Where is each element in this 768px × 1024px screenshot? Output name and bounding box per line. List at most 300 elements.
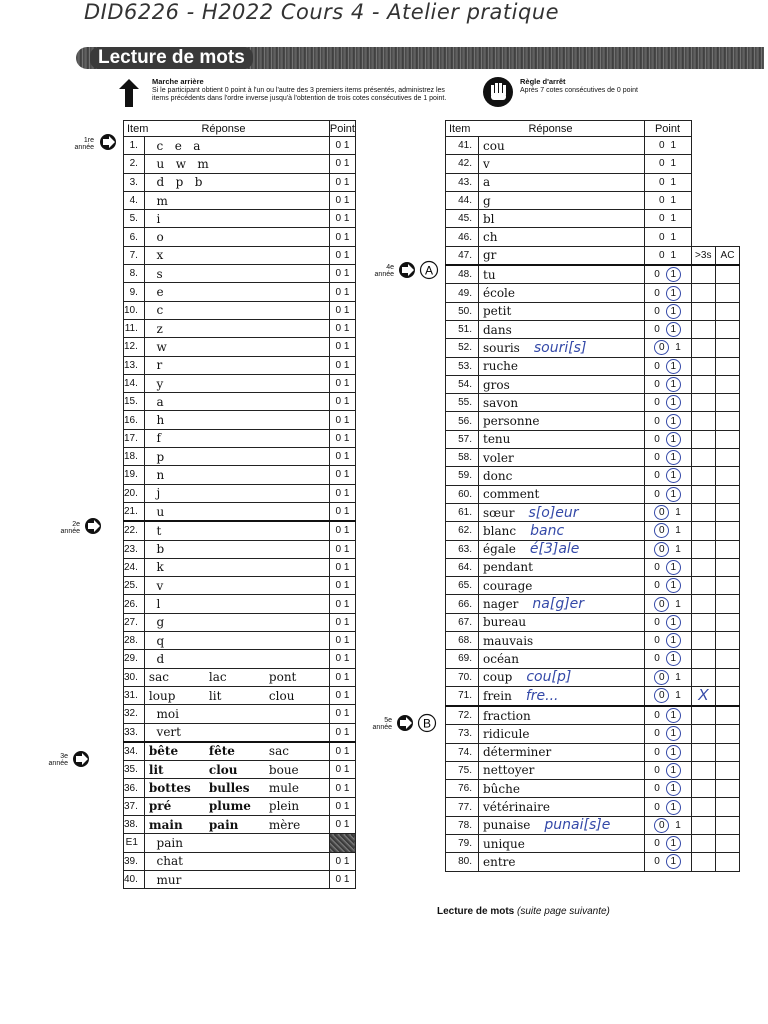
item-point: 0 1 [329, 558, 355, 576]
grade-2-arrow-icon [82, 517, 106, 535]
gt3s-cell [691, 339, 716, 357]
item-number: 2. [124, 155, 145, 173]
point-one: 1 [675, 598, 681, 610]
point-zero: 0 [654, 764, 660, 776]
item-response [479, 558, 645, 576]
stop-rule-title: Règle d'arrêt [520, 77, 566, 86]
item-point [644, 725, 691, 743]
item-point: 0 1 [329, 210, 355, 228]
handwritten-note: cou[p] [526, 669, 572, 686]
point-zero: 0 [654, 433, 660, 445]
item-response [479, 577, 645, 595]
item-point [644, 302, 691, 320]
gt3s-cell [691, 558, 716, 576]
ac-cell [716, 173, 740, 191]
table-row [124, 815, 356, 833]
item-point [644, 412, 691, 430]
item-point: 0 1 [329, 484, 355, 502]
item-number: 65. [446, 577, 479, 595]
response-word: courage [483, 578, 533, 593]
grade-marker-4: 4e année [374, 264, 394, 278]
point-one: 1 [675, 507, 681, 519]
item-point: 0 1 [329, 429, 355, 447]
point-zero: 0 [654, 746, 660, 758]
table-row [446, 834, 740, 852]
reverse-arrow-icon [118, 78, 140, 108]
item-point: 0 1 [329, 191, 355, 209]
item-number: 3. [124, 173, 145, 191]
item-number: 21. [124, 502, 145, 521]
item-response [479, 137, 645, 155]
stop-rule-text: Après 7 cotes consécutives de 0 point [520, 87, 638, 94]
item-response: b [144, 540, 329, 558]
ac-cell [716, 834, 740, 852]
item-number: 48. [446, 265, 479, 284]
item-number: 28. [124, 632, 145, 650]
response-word: plein [268, 799, 300, 814]
item-response: a [144, 393, 329, 411]
table-row [124, 668, 356, 686]
item-response [479, 743, 645, 761]
item-point [644, 780, 691, 798]
table-row [446, 228, 740, 246]
item-number: 17. [124, 429, 145, 447]
item-number: 41. [446, 137, 479, 155]
item-point: 0 1 [329, 338, 355, 356]
response-word: clou [268, 688, 295, 703]
item-number: 64. [446, 558, 479, 576]
table-row [446, 798, 740, 816]
table-row [446, 357, 740, 375]
ac-cell [716, 780, 740, 798]
table-row [446, 284, 740, 302]
item-response [144, 742, 329, 761]
item-number: 16. [124, 411, 145, 429]
item-point: 0 1 [329, 705, 355, 723]
item-number: 52. [446, 339, 479, 357]
item-number: 42. [446, 155, 479, 173]
item-point [644, 339, 691, 357]
item-response [479, 246, 645, 265]
table-row [124, 650, 356, 668]
item-number: 78. [446, 816, 479, 834]
item-point: 0 1 [329, 521, 355, 540]
item-point: 0 1 [329, 577, 355, 595]
item-point [644, 357, 691, 375]
point-zero: 0 [654, 783, 660, 795]
table-row [124, 613, 356, 631]
ac-cell [716, 725, 740, 743]
item-point [644, 430, 691, 448]
point-one: 1 [666, 414, 681, 429]
table-row [124, 521, 356, 540]
item-point [644, 246, 691, 265]
point-one: 1 [666, 377, 681, 392]
handwritten-note: na[g]er [532, 596, 585, 613]
response-word: clou [208, 762, 238, 777]
ac-cell [716, 449, 740, 467]
table-row [446, 412, 740, 430]
stop-rule [520, 78, 740, 95]
item-response [479, 485, 645, 503]
gt3s-cell [691, 173, 716, 191]
item-point [644, 761, 691, 779]
point-zero: 0 [654, 397, 660, 409]
table-row [124, 870, 356, 888]
grade-marker-5: 5e année [372, 717, 392, 731]
gt3s-cell [691, 798, 716, 816]
table-row [124, 246, 356, 264]
response-word: blanc [483, 523, 517, 538]
item-response-header-right [446, 121, 645, 137]
table-row [124, 338, 356, 356]
ac-cell [716, 668, 740, 686]
gt3s-cell [691, 743, 716, 761]
point-one: 1 [666, 322, 681, 337]
item-point [644, 228, 691, 246]
response-word: déterminer [483, 745, 552, 760]
table-row [124, 761, 356, 779]
table-row [446, 485, 740, 503]
item-number: 4. [124, 191, 145, 209]
item-point: 0 1 [329, 137, 355, 155]
item-number: 27. [124, 613, 145, 631]
item-response [479, 650, 645, 668]
gt3s-cell [691, 834, 716, 852]
item-response [479, 339, 645, 357]
item-response: y [144, 374, 329, 392]
item-number: 74. [446, 743, 479, 761]
item-response: q [144, 632, 329, 650]
table-row [446, 302, 740, 320]
item-point: 0 1 [329, 319, 355, 337]
item-point: 0 1 [329, 650, 355, 668]
item-response [479, 816, 645, 834]
item-point: 0 1 [329, 173, 355, 191]
gt3s-cell [691, 265, 716, 284]
table-row [124, 797, 356, 815]
item-response: v [144, 577, 329, 595]
point-zero: 0 [654, 542, 669, 557]
item-response: i [144, 210, 329, 228]
ac-cell [716, 155, 740, 173]
item-point: 0 1 [329, 742, 355, 761]
item-response [479, 302, 645, 320]
point-zero: 0 [654, 597, 669, 612]
item-point: 0 1 [329, 246, 355, 264]
response-word: océan [483, 651, 519, 666]
item-point: 0 1 [329, 632, 355, 650]
gt3s-cell [691, 320, 716, 338]
response-word: tenu [483, 432, 511, 447]
gt3s-cell [691, 853, 716, 871]
table-row [446, 706, 740, 725]
response-word: école [483, 286, 515, 301]
table-row [446, 265, 740, 284]
response-word: fraction [483, 708, 531, 723]
table-row [124, 173, 356, 191]
item-point [644, 613, 691, 631]
item-point: 0 1 [329, 283, 355, 301]
item-response: vert [144, 723, 329, 742]
ac-cell [716, 412, 740, 430]
item-number: 59. [446, 467, 479, 485]
response-word: frein [483, 688, 512, 703]
item-point [644, 210, 691, 228]
gt3s-cell [691, 706, 716, 725]
gt3s-cell [691, 780, 716, 798]
table-row [446, 173, 740, 191]
item-response: c e a [144, 137, 329, 155]
response-word: a [483, 175, 491, 190]
ac-cell [716, 210, 740, 228]
item-number: 12. [124, 338, 145, 356]
item-number: 34. [124, 742, 145, 761]
section-banner [76, 47, 764, 69]
item-response: w [144, 338, 329, 356]
table-row [446, 246, 740, 265]
item-number: 46. [446, 228, 479, 246]
response-word: ruche [483, 359, 519, 374]
point-one: 1 [666, 615, 681, 630]
table-row [124, 742, 356, 761]
table-row [124, 265, 356, 283]
item-number: 47. [446, 246, 479, 265]
response-word: bottes [148, 781, 191, 796]
response-word: égale [483, 542, 516, 557]
item-point [644, 540, 691, 558]
table-row [446, 503, 740, 521]
item-number: 75. [446, 761, 479, 779]
point-one: 1 [666, 854, 681, 869]
ac-cell [716, 540, 740, 558]
item-number: 66. [446, 595, 479, 613]
point-zero: 0 [654, 470, 660, 482]
ac-cell [716, 357, 740, 375]
point-zero: 0 [654, 360, 660, 372]
item-number: 60. [446, 485, 479, 503]
response-word: v [483, 156, 490, 171]
table-row [446, 780, 740, 798]
table-row [446, 577, 740, 595]
grade-5-letter: B [422, 716, 432, 731]
response-word: lac [208, 670, 227, 685]
table-row [124, 705, 356, 723]
item-response: e [144, 283, 329, 301]
table-row [124, 595, 356, 613]
response-word: mule [268, 781, 299, 796]
table-row [124, 466, 356, 484]
item-point: 0 1 [329, 448, 355, 466]
point-one: 1 [666, 450, 681, 465]
handwritten-note: é[3]ale [529, 541, 580, 558]
reverse-rule-title: Marche arrière [152, 77, 204, 86]
ac-cell [716, 191, 740, 209]
item-number: 71. [446, 686, 479, 706]
gt3s-cell [691, 725, 716, 743]
ac-cell [716, 302, 740, 320]
item-number: 39. [124, 852, 145, 870]
response-word: bureau [483, 615, 527, 630]
table-row [124, 228, 356, 246]
item-number: 57. [446, 430, 479, 448]
gt3s-cell [691, 467, 716, 485]
reverse-rule-text: Si le participant obtient 0 point à l'un ou l'autre des 3 premiers items présentés, administrez les items précédents dans l'ordre inverse jusqu'à l'obtention de trois cotes consécutives de 1 point. [152, 87, 447, 102]
item-response: t [144, 521, 329, 540]
response-word: lit [148, 762, 164, 777]
gt3s-cell [691, 503, 716, 521]
gt3s-cell [691, 302, 716, 320]
ac-cell [716, 394, 740, 412]
item-number: 29. [124, 650, 145, 668]
item-point: 0 1 [329, 155, 355, 173]
table-row [124, 374, 356, 392]
ac-cell [716, 632, 740, 650]
item-response: f [144, 429, 329, 447]
point-one: 1 [675, 543, 681, 555]
item-number: 53. [446, 357, 479, 375]
point-one: 1 [670, 176, 677, 188]
point-zero: 0 [658, 176, 665, 188]
item-number: 36. [124, 779, 145, 797]
item-response: s [144, 265, 329, 283]
item-point [644, 577, 691, 595]
item-point [644, 265, 691, 284]
response-word: lit [208, 688, 222, 703]
response-word: punaise [483, 818, 531, 833]
gt3s-cell [691, 155, 716, 173]
footer-note: (suite page suivante) [517, 906, 610, 917]
item-response [479, 503, 645, 521]
ac-cell [716, 137, 740, 155]
response-word: nettoyer [483, 763, 535, 778]
item-number: 62. [446, 522, 479, 540]
gt3s-cell [691, 761, 716, 779]
item-point [644, 191, 691, 209]
ac-cell [716, 375, 740, 393]
item-number: 8. [124, 265, 145, 283]
point-zero: 0 [654, 269, 660, 281]
ac-cell [716, 613, 740, 631]
page-footer [437, 906, 610, 917]
item-point [644, 668, 691, 686]
item-point [644, 503, 691, 521]
item-response [479, 834, 645, 852]
gt3s-header: >3s [691, 246, 716, 265]
point-zero: 0 [658, 140, 665, 152]
point-zero: 0 [654, 616, 660, 628]
item-number: 69. [446, 650, 479, 668]
table-row [446, 558, 740, 576]
item-point [329, 834, 355, 852]
item-point: 0 1 [329, 815, 355, 833]
point-zero: 0 [658, 213, 665, 225]
response-word: fête [208, 744, 235, 759]
point-one: 1 [670, 231, 677, 243]
response-word: g [483, 193, 491, 208]
response-word: gr [483, 248, 497, 263]
table-row [124, 723, 356, 742]
response-word: mauvais [483, 633, 534, 648]
item-header-right: Item [449, 122, 471, 135]
ac-cell [716, 522, 740, 540]
table-row [124, 429, 356, 447]
point-one: 1 [666, 560, 681, 575]
response-word: nager [483, 597, 519, 612]
point-one: 1 [670, 158, 677, 170]
table-row [446, 210, 740, 228]
response-word: bl [483, 211, 495, 226]
table-row [124, 577, 356, 595]
item-number: 35. [124, 761, 145, 779]
gt3s-cell [691, 357, 716, 375]
handwritten-note: banc [530, 522, 565, 539]
item-response [479, 725, 645, 743]
item-number: 14. [124, 374, 145, 392]
point-zero: 0 [654, 688, 669, 703]
response-word: souris [483, 340, 520, 355]
item-response-header [124, 121, 330, 137]
point-one: 1 [666, 487, 681, 502]
item-point [644, 320, 691, 338]
item-number: 37. [124, 797, 145, 815]
response-word: dans [483, 322, 512, 337]
table-row [446, 430, 740, 448]
item-point [644, 558, 691, 576]
item-number: 6. [124, 228, 145, 246]
ac-cell [716, 467, 740, 485]
item-response [479, 191, 645, 209]
item-point [644, 173, 691, 191]
item-number: 11. [124, 319, 145, 337]
stop-mark: X [691, 686, 716, 706]
item-number: 73. [446, 725, 479, 743]
item-response: z [144, 319, 329, 337]
response-word: ch [483, 230, 498, 245]
table-row [124, 686, 356, 704]
response-word: cou [483, 138, 505, 153]
ac-cell [716, 595, 740, 613]
item-point: 0 1 [329, 870, 355, 888]
item-point [644, 706, 691, 725]
gt3s-cell [691, 485, 716, 503]
point-zero: 0 [654, 635, 660, 647]
response-header: Réponse [201, 122, 246, 135]
item-number: 26. [124, 595, 145, 613]
response-word: plume [208, 799, 251, 814]
point-one: 1 [666, 726, 681, 741]
item-number: 13. [124, 356, 145, 374]
item-response [144, 761, 329, 779]
ac-cell [716, 558, 740, 576]
response-word: voler [483, 450, 514, 465]
item-response [479, 798, 645, 816]
table-row [124, 852, 356, 870]
table-row [124, 540, 356, 558]
response-word: bûche [483, 781, 520, 796]
item-response: m [144, 191, 329, 209]
gt3s-cell [691, 430, 716, 448]
table-row [446, 725, 740, 743]
item-number: 24. [124, 558, 145, 576]
item-point: 0 1 [329, 228, 355, 246]
point-zero: 0 [654, 379, 660, 390]
response-word: petit [483, 304, 512, 319]
item-point: 0 1 [329, 595, 355, 613]
response-word: ridicule [483, 726, 530, 741]
response-word: tu [483, 267, 496, 282]
response-word: donc [483, 468, 513, 483]
